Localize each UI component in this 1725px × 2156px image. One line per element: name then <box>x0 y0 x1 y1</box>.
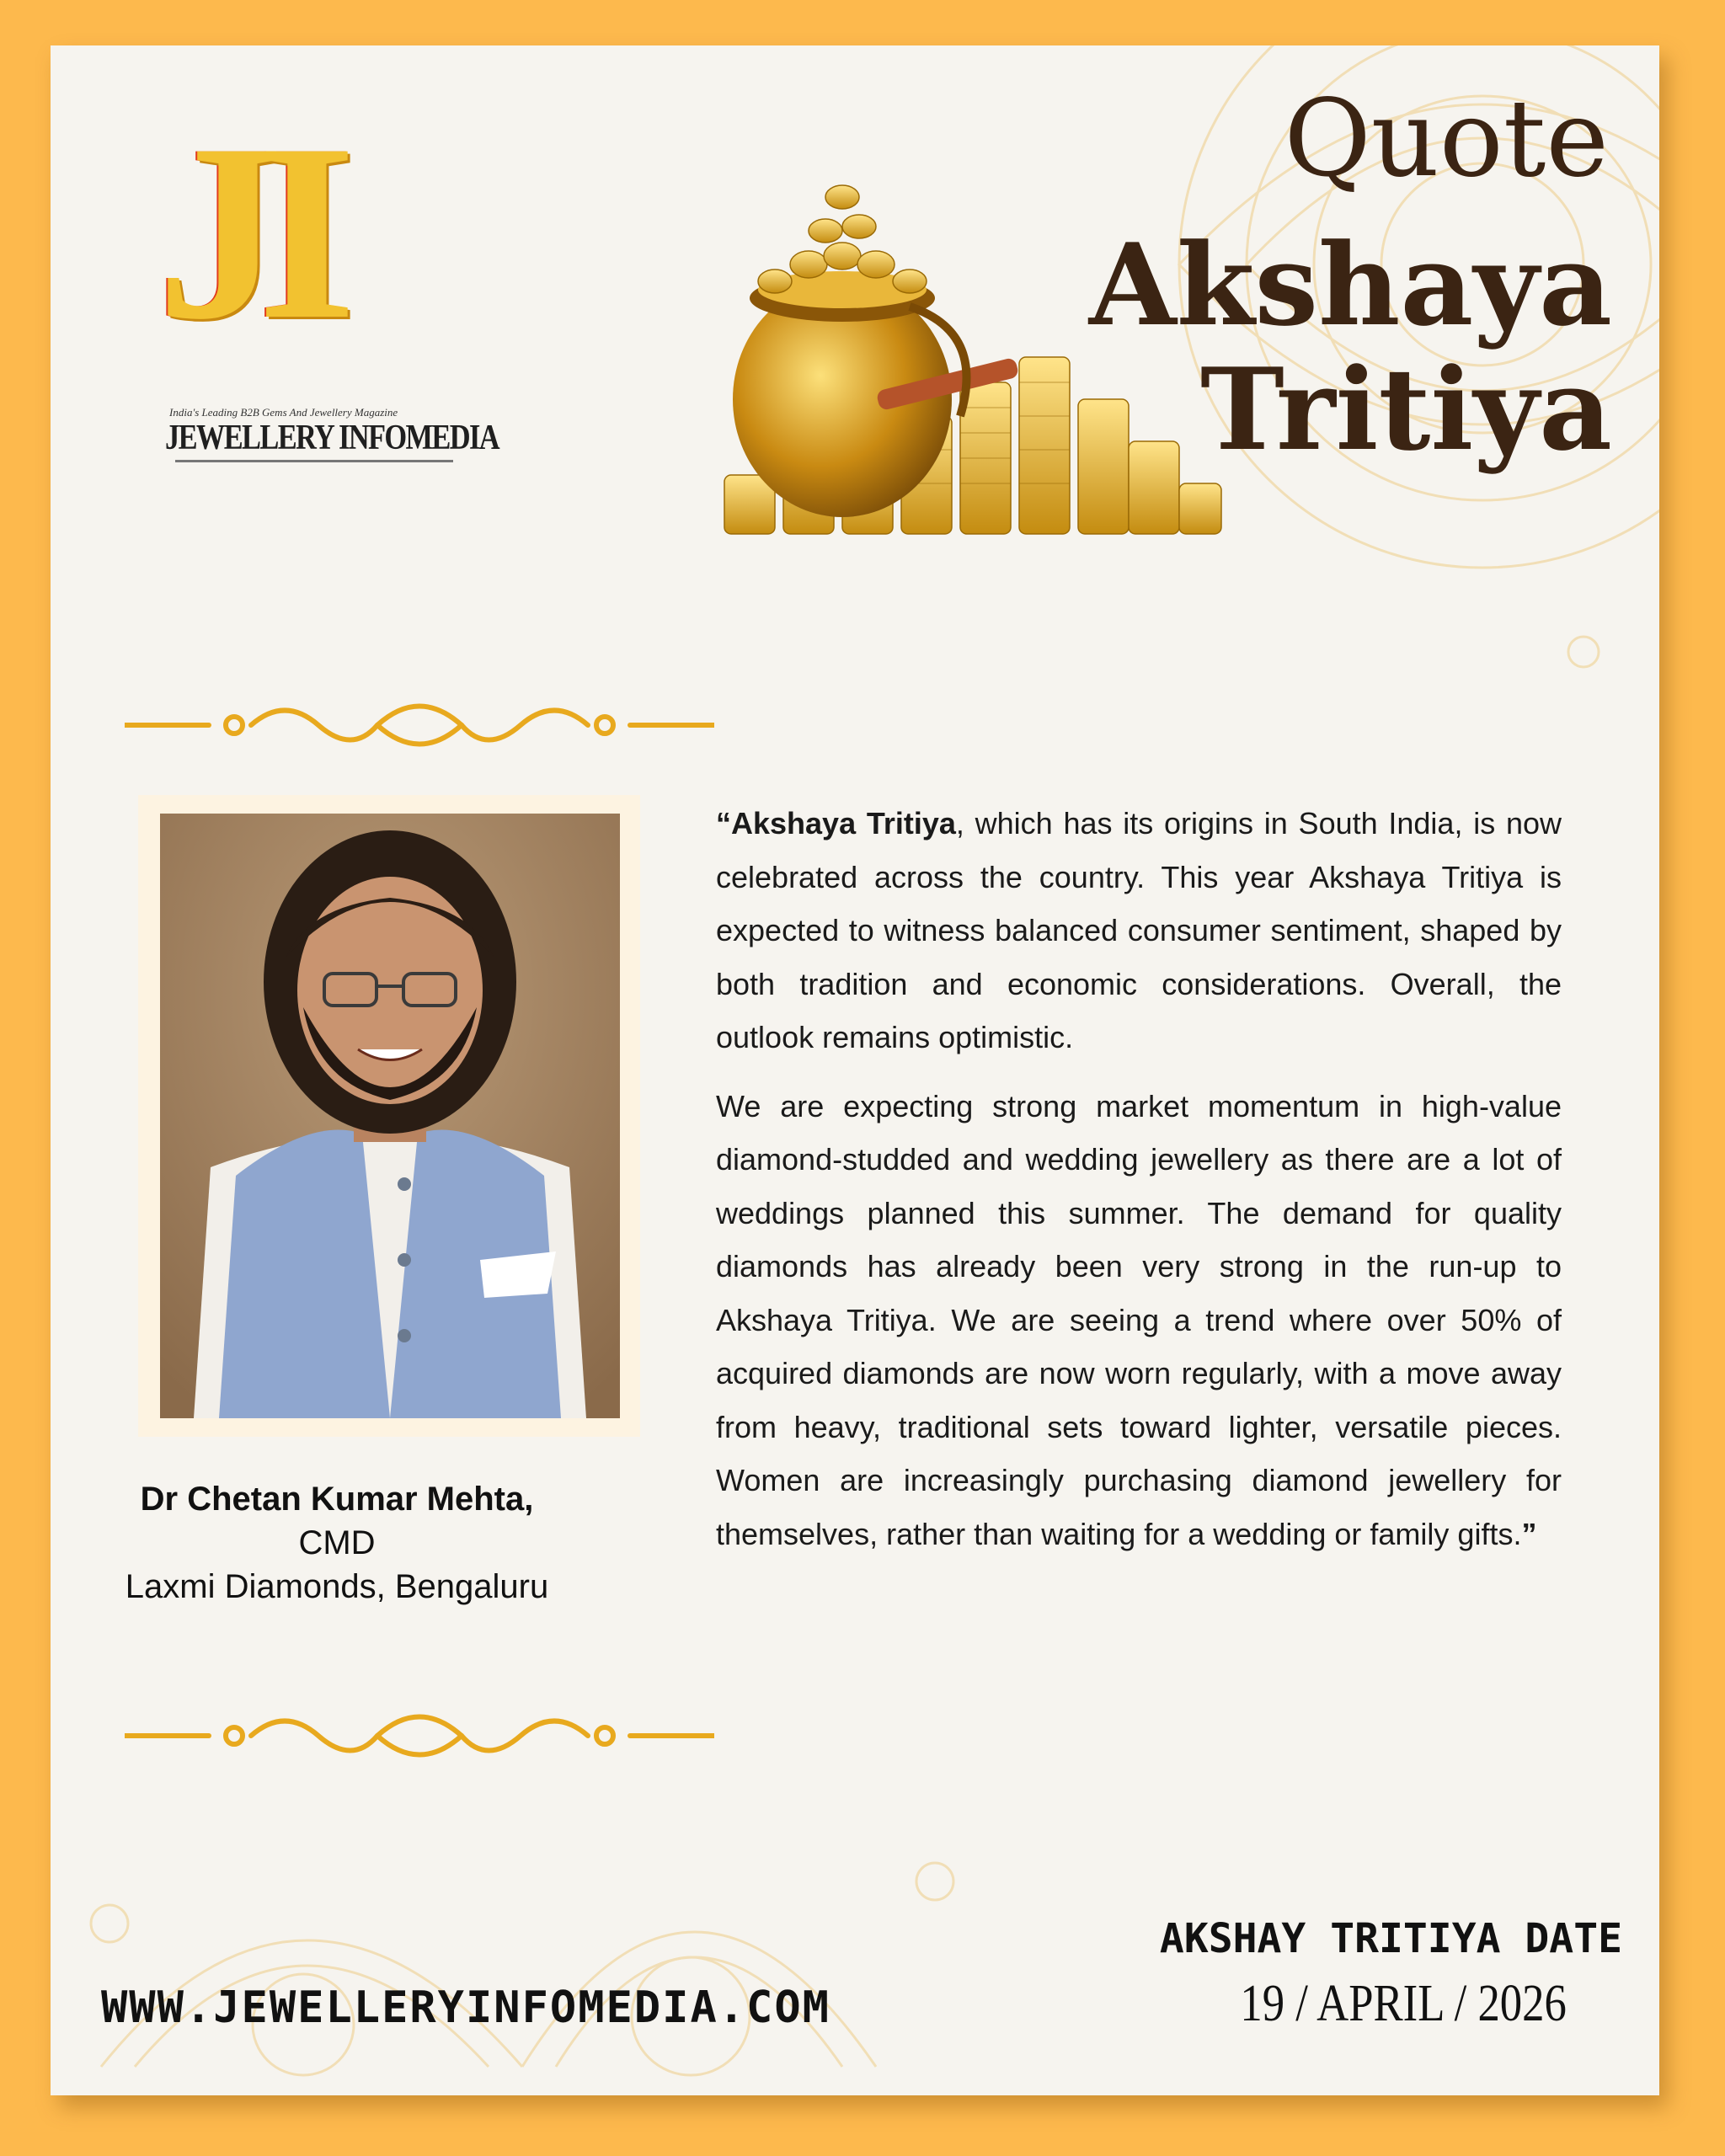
logo-tagline: India's Leading B2B Gems And Jewellery Magazine <box>169 406 398 419</box>
quote-paragraph-2 <box>716 1080 1562 1561</box>
website-url: WWW.JEWELLERYINFOMEDIA.COM <box>101 1983 830 2033</box>
quote-paragraph-1-text: , which has its origins in South India, is now celebrated across the country. This year Akshaya Tritiya is expected to witness balanced consumer sentiment, shaped by both tradition and economic considerations. Overall, the outlook remains optimistic. <box>716 806 1562 1054</box>
poster-card <box>51 45 1659 2095</box>
gold-pot-illustration <box>708 163 1247 568</box>
brand-logo <box>106 92 499 480</box>
person-caption <box>118 1477 556 1609</box>
person-organization: Laxmi Diamonds, Bengaluru <box>125 1568 549 1605</box>
quote-paragraph-2-text: We are expecting strong market momentum in high-value diamond-studded and wedding jewellery as there are a lot of weddings planned this summer. The demand for quality diamonds has already been very strong in the run-up to Akshaya Tritiya. We are seeing a trend where over 50% of acquired diamonds are now worn regularly, with a move away from heavy, traditional sets toward lighter, versatile pieces. Women are increasingly purchasing diamond jewellery for themselves, rather than waiting for a wedding or family gifts. <box>716 1088 1562 1551</box>
logo-name: JEWELLERY INFOMEDIA <box>165 419 499 457</box>
header-label: Quote <box>1284 77 1609 200</box>
quote-close-mark: ” <box>1521 1516 1537 1551</box>
quote-text <box>716 797 1562 1576</box>
title-line-2: Tritiya <box>1200 343 1612 476</box>
date-value: 19 / APRIL / 2026 <box>1240 1975 1567 2032</box>
date-label: AKSHAY TRITIYA DATE <box>1159 1915 1622 1962</box>
person-name: Dr Chetan Kumar Mehta, <box>140 1481 534 1518</box>
portrait-photo <box>160 814 620 1418</box>
person-role: CMD <box>298 1524 376 1561</box>
ornament-divider-bottom <box>125 1698 714 1774</box>
quote-open-mark: “ <box>716 806 731 841</box>
logo-mark: JI <box>157 92 331 371</box>
title-line-1: Akshaya <box>1088 218 1612 351</box>
logo-underline <box>175 460 453 462</box>
quote-highlight: Akshaya Tritiya <box>731 806 956 841</box>
quote-paragraph-1 <box>716 797 1562 1065</box>
ornament-divider-top <box>125 687 714 763</box>
